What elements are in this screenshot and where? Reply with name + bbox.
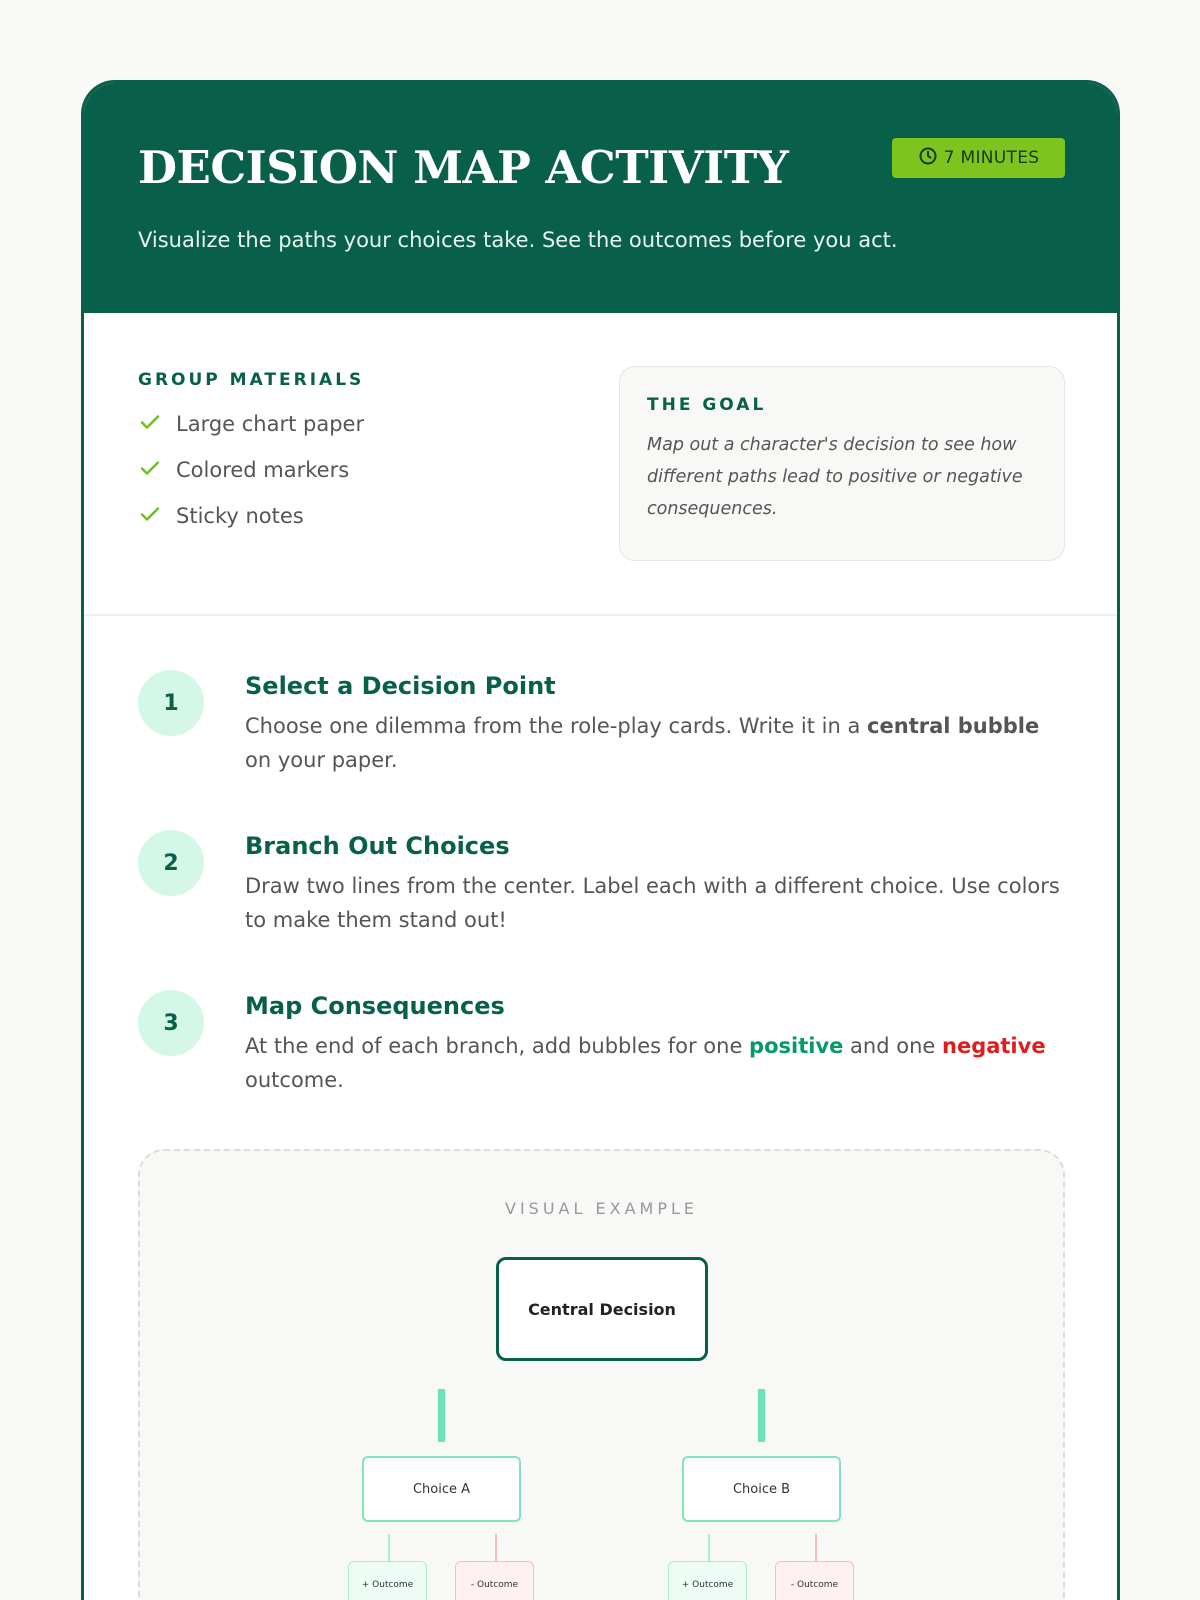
positive-outcome-node: + Outcome [348,1561,427,1600]
outcome-connector [815,1534,817,1561]
step-number: 1 [138,670,204,736]
step-description [245,1029,1065,1097]
choice-a-node: Choice A [362,1456,521,1522]
page-subtitle: Visualize the paths your choices take. See the outcomes before you act. [138,228,898,252]
branch-connector [758,1389,765,1442]
step-description: Draw two lines from the center. Label each with a different choice. Use colors to make them stand out! [245,874,1060,932]
example-label: VISUAL EXAMPLE [505,1199,698,1218]
desc-emphasis: central bubble [867,714,1040,738]
activity-card [81,80,1120,1600]
material-label: Sticky notes [176,504,304,528]
desc-text: outcome. [245,1068,344,1092]
goal-box [619,366,1065,561]
materials-heading: GROUP MATERIALS [138,370,365,390]
material-label: Colored markers [176,458,350,482]
negative-label: negative [942,1034,1046,1058]
desc-text: At the end of each branch, add bubbles for one [245,1034,750,1058]
step-title: Map Consequences [245,992,505,1020]
positive-outcome-node: + Outcome [668,1561,747,1600]
goal-heading: THE GOAL [647,395,767,415]
clock-icon [918,146,938,171]
positive-label: positive [749,1034,844,1058]
step-title: Select a Decision Point [245,672,556,700]
list-item [138,401,364,447]
desc-text: and one [843,1034,942,1058]
outcome-connector [708,1534,710,1561]
step-description [245,709,1065,777]
choice-b-node: Choice B [682,1456,841,1522]
negative-outcome-node: - Outcome [775,1561,854,1600]
branch-connector [438,1389,445,1442]
outcome-connector [388,1534,390,1561]
list-item [138,493,364,539]
section-divider [84,614,1117,616]
desc-text: Choose one dilemma from the role-play cards. Write it in a [245,714,868,738]
list-item [138,447,364,493]
goal-text: Map out a character's decision to see how different paths lead to positive or negative consequences. [647,435,1023,519]
material-label: Large chart paper [176,412,365,436]
checkmark-icon [138,456,162,485]
step-number: 2 [138,830,204,896]
desc-text: on your paper. [245,748,398,772]
materials-list [138,401,364,539]
step-number: 3 [138,990,204,1056]
outcome-connector [495,1534,497,1561]
negative-outcome-node: - Outcome [455,1561,534,1600]
central-decision-node: Central Decision [496,1257,708,1361]
checkmark-icon [138,502,162,531]
duration-badge [892,138,1065,178]
checkmark-icon [138,410,162,439]
card-header [84,83,1117,313]
visual-example [138,1149,1065,1600]
duration-text: 7 MINUTES [943,148,1040,168]
step-title: Branch Out Choices [245,832,510,860]
page-title: DECISION MAP ACTIVITY [138,141,789,194]
